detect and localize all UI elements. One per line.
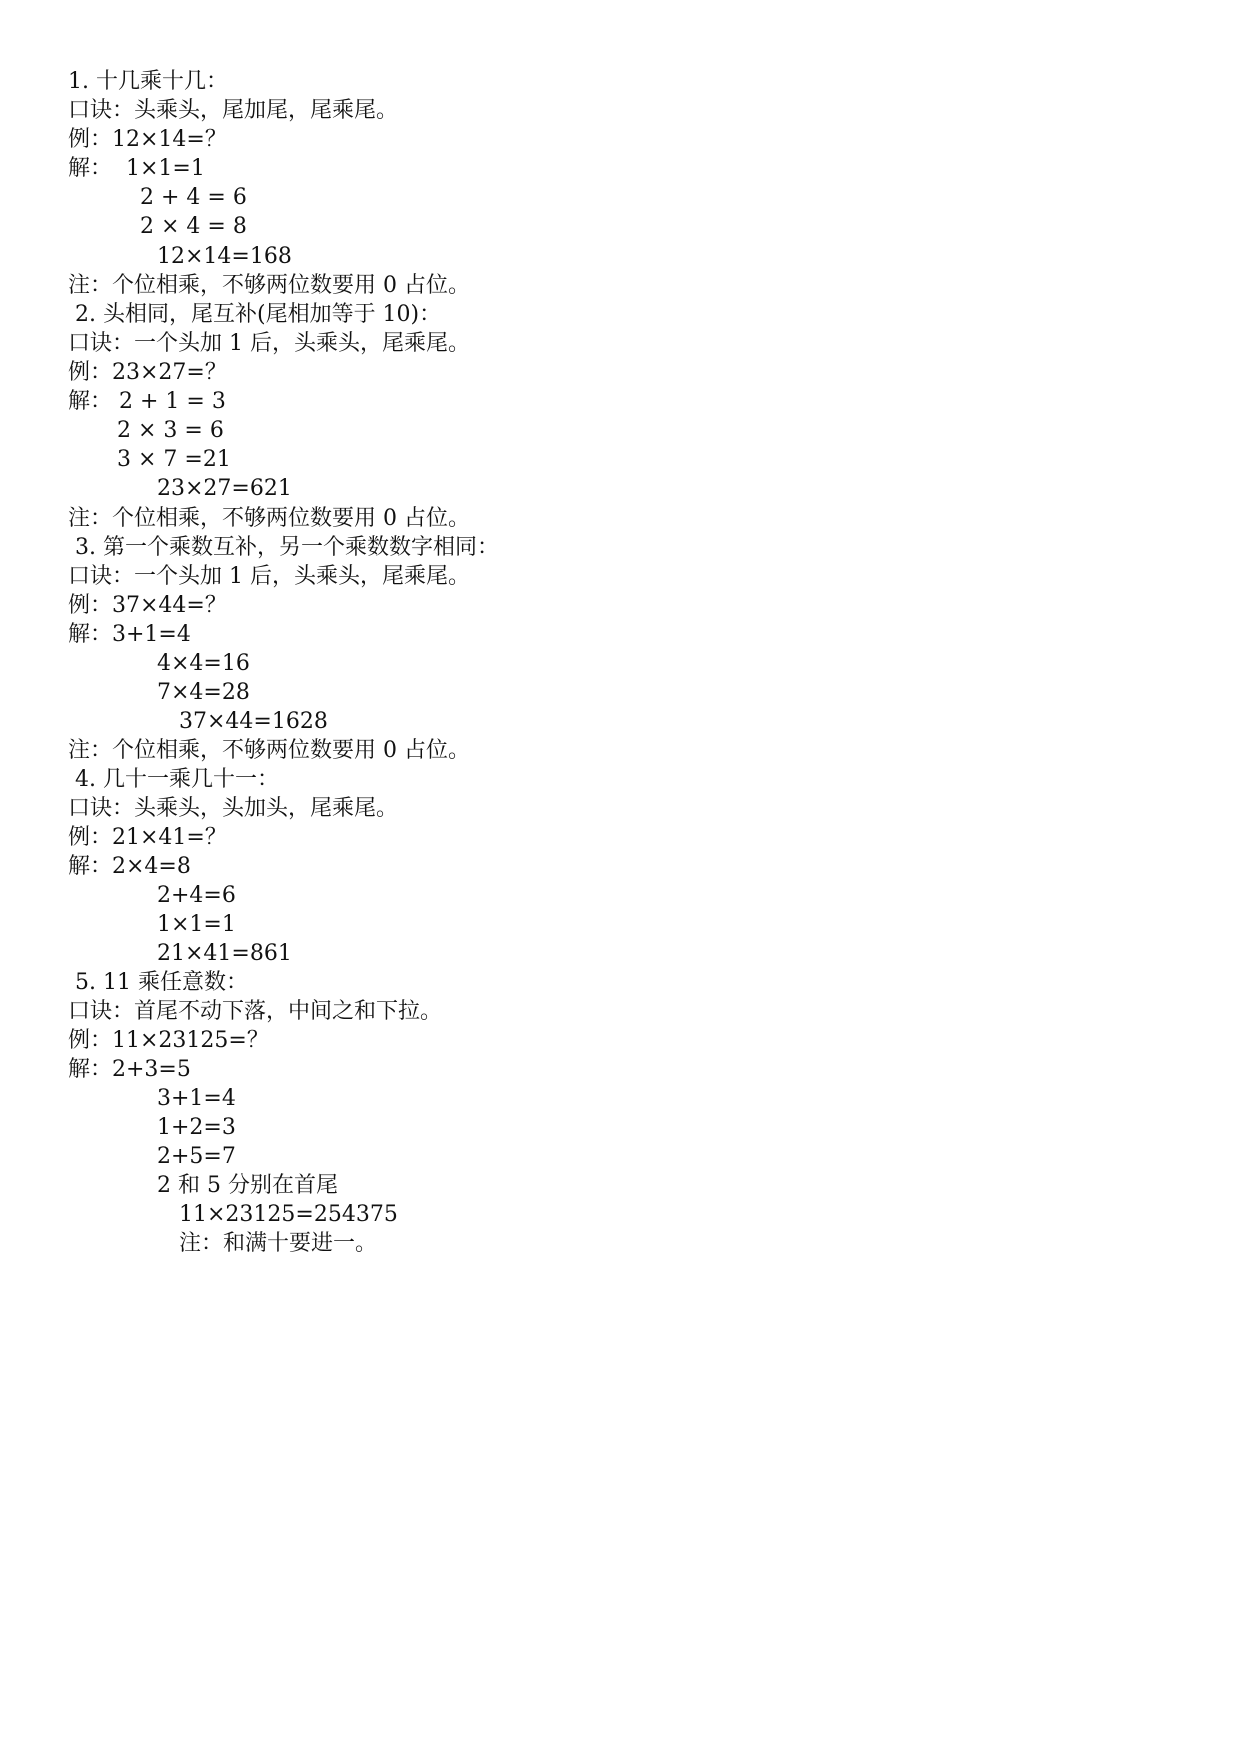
section-2-rhyme: 口诀：一个头加 1 后，头乘头，尾乘尾。 xyxy=(68,331,470,356)
section-5-example: 例：11×23125=？ xyxy=(68,1028,269,1053)
section-4-solution-step-3: 1×1=1 xyxy=(157,912,236,937)
section-5-title: 5. 11 乘任意数： xyxy=(75,970,248,995)
section-3-note: 注：个位相乘，不够两位数要用 0 占位。 xyxy=(68,738,470,763)
section-4-title: 4. 几十一乘几十一： xyxy=(75,767,279,792)
section-1-note: 注：个位相乘，不够两位数要用 0 占位。 xyxy=(68,273,470,298)
section-3-solution-step-1: 解：3+1=4 xyxy=(68,622,191,647)
section-5-rhyme: 口诀：首尾不动下落，中间之和下拉。 xyxy=(68,999,443,1024)
section-2-solution-step-2: 2 × 3 = 6 xyxy=(117,418,224,443)
section-5-solution-step-4: 2+5=7 xyxy=(157,1144,236,1169)
section-5-result: 11×23125=254375 xyxy=(179,1202,398,1227)
section-2-note: 注：个位相乘，不够两位数要用 0 占位。 xyxy=(68,506,470,531)
section-2-title: 2. 头相同，尾互补(尾相加等于 10)： xyxy=(75,302,442,327)
section-1-solution-step-2: 2 + 4 = 6 xyxy=(140,185,247,210)
section-4-rhyme: 口诀：头乘头，头加头，尾乘尾。 xyxy=(68,796,399,821)
section-4-solution-step-1: 解：2×4=8 xyxy=(68,854,191,879)
section-4-example: 例：21×41=？ xyxy=(68,825,227,850)
section-1-title: 1. 十几乘十几： xyxy=(68,69,228,94)
section-3-example: 例：37×44=？ xyxy=(68,593,227,618)
section-1-solution-step-1: 解： 1×1=1 xyxy=(68,156,205,181)
section-4-result: 21×41=861 xyxy=(157,941,292,966)
section-4-solution-step-2: 2+4=6 xyxy=(157,883,236,908)
section-3-solution-step-3: 7×4=28 xyxy=(157,680,250,705)
section-5-solution-step-5: 2 和 5 分别在首尾 xyxy=(157,1173,338,1198)
section-2-result: 23×27=621 xyxy=(157,476,292,501)
section-1-example: 例：12×14=？ xyxy=(68,127,227,152)
section-1-result: 12×14=168 xyxy=(157,244,292,269)
section-5-solution-step-1: 解：2+3=5 xyxy=(68,1057,191,1082)
section-2-example: 例：23×27=？ xyxy=(68,360,227,385)
section-5-note: 注：和满十要进一。 xyxy=(179,1231,378,1256)
section-5-solution-step-2: 3+1=4 xyxy=(157,1086,236,1111)
section-1-rhyme: 口诀：头乘头，尾加尾，尾乘尾。 xyxy=(68,98,399,123)
section-1-solution-step-3: 2 × 4 = 8 xyxy=(140,214,247,239)
section-2-solution-step-3: 3 × 7 =21 xyxy=(117,447,231,472)
section-3-title: 3. 第一个乘数互补，另一个乘数数字相同： xyxy=(75,535,499,560)
section-3-solution-step-2: 4×4=16 xyxy=(157,651,250,676)
section-3-result: 37×44=1628 xyxy=(179,709,328,734)
section-3-rhyme: 口诀：一个头加 1 后，头乘头，尾乘尾。 xyxy=(68,564,470,589)
section-5-solution-step-3: 1+2=3 xyxy=(157,1115,236,1140)
section-2-solution-step-1: 解： 2 + 1 = 3 xyxy=(68,389,226,414)
